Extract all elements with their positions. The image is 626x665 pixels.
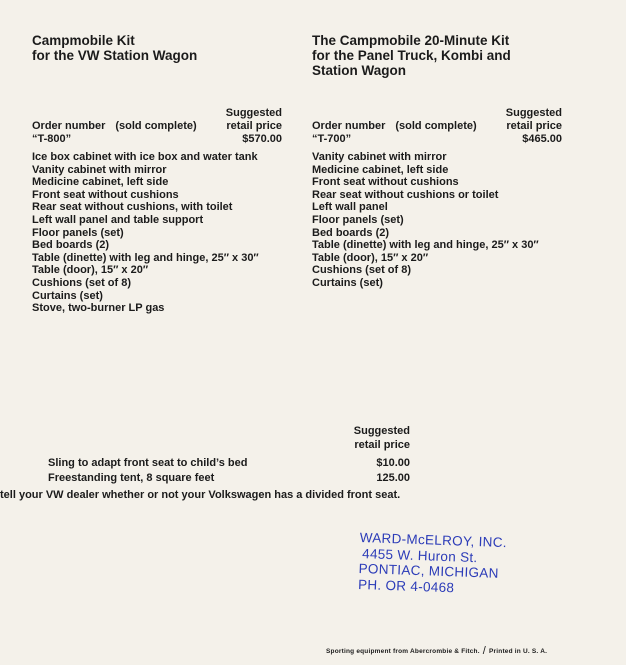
left-order-label: Order number <box>32 120 106 132</box>
list-item: Rear seat without cushions or toilet <box>312 188 499 201</box>
right-model-row <box>312 133 562 146</box>
left-kit-title <box>32 33 282 63</box>
list-item: Front seat without cushions <box>312 176 459 189</box>
right-order-row <box>312 120 562 133</box>
list-item: Vanity cabinet with mirror <box>32 163 167 176</box>
list-item: Cushions (set of 8) <box>312 264 412 277</box>
list-item: Table (dinette) with leg and hinge, 25″ x 30″ <box>32 251 259 264</box>
left-model-number: “T-800” <box>32 133 72 145</box>
left-kit-title-line1: Campmobile Kit <box>32 33 135 48</box>
right-kit-column <box>312 33 562 290</box>
accessories-price-header <box>340 425 410 452</box>
left-kit-column <box>32 33 282 315</box>
list-item: Floor panels (set) <box>312 213 404 226</box>
right-suggested-label: Suggested <box>505 107 562 119</box>
left-sold-note: (sold complete) <box>115 120 197 132</box>
left-order-row <box>32 120 282 133</box>
right-order-label: Order number <box>312 120 386 132</box>
list-item: Stove, two-burner LP gas <box>32 302 165 315</box>
list-item: Cushions (set of 8) <box>32 276 132 289</box>
accessory-price: $10.00 <box>376 457 410 469</box>
left-kit-price-header <box>32 107 282 157</box>
dealer-city: PONTIAC, MICHIGAN <box>358 560 499 581</box>
left-suggested-label: Suggested <box>225 107 282 119</box>
list-item: Medicine cabinet, left side <box>32 176 169 189</box>
list-item: Left wall panel and table support <box>32 213 204 226</box>
left-kit-title-line2: for the VW Station Wagon <box>32 48 198 63</box>
footer <box>326 644 547 656</box>
footer-credit: Sporting equipment from Abercrombie & Fitch. <box>326 648 480 655</box>
dealer-note: tell your VW dealer whether or not your Volkswagen has a divided front seat. <box>0 489 401 501</box>
right-kit-title-line2: for the Panel Truck, Kombi and <box>312 48 511 63</box>
dealer-stamp <box>358 530 507 597</box>
right-model-number: “T-700” <box>312 133 352 145</box>
list-item: Left wall panel <box>312 201 388 214</box>
right-kit-price-header <box>312 107 562 157</box>
list-item: Curtains (set) <box>32 289 103 302</box>
list-item: Bed boards (2) <box>32 239 110 252</box>
left-kit-items <box>32 151 282 315</box>
list-item: Vanity cabinet with mirror <box>312 151 447 163</box>
list-item: Front seat without cushions <box>32 188 179 201</box>
right-model-price: $465.00 <box>522 133 562 145</box>
footer-printed: Printed in U. S. A. <box>489 648 548 655</box>
list-item: Table (dinette) with leg and hinge, 25″ x 30″ <box>312 239 539 252</box>
list-item: Rear seat without cushions, with toilet <box>32 201 233 214</box>
right-kit-items <box>312 151 562 290</box>
list-item: Floor panels (set) <box>32 226 124 239</box>
footer-slash: / <box>482 645 486 657</box>
list-item: Curtains (set) <box>312 276 383 289</box>
accessories-suggested-label: Suggested <box>353 425 410 437</box>
right-kit-title-line3: Station Wagon <box>312 63 406 78</box>
list-item: Bed boards (2) <box>312 226 390 239</box>
left-retail-price-label: retail price <box>226 120 282 132</box>
list-item: Table (door), 15″ x 20″ <box>32 264 149 277</box>
right-kit-title <box>312 33 562 78</box>
list-item: Medicine cabinet, left side <box>312 163 449 176</box>
right-kit-title-line1: The Campmobile 20-Minute Kit <box>312 33 510 48</box>
dealer-name: WARD-McELROY, INC. <box>359 530 508 551</box>
left-model-price: $570.00 <box>242 133 282 145</box>
left-model-row <box>32 133 282 146</box>
list-item: Table (door), 15″ x 20″ <box>312 251 429 264</box>
dealer-phone: PH. OR 4-0468 <box>357 576 455 595</box>
accessory-description: Freestanding tent, 8 square feet <box>48 472 215 484</box>
dealer-address: 4455 W. Huron St. <box>361 545 478 565</box>
list-item: Ice box cabinet with ice box and water tank <box>32 151 258 163</box>
right-sold-note: (sold complete) <box>395 120 477 132</box>
accessory-price: 125.00 <box>376 472 410 484</box>
right-retail-price-label: retail price <box>506 120 562 132</box>
accessory-description: Sling to adapt front seat to child’s bed <box>48 457 248 469</box>
accessories-retail-price-label: retail price <box>354 438 410 451</box>
